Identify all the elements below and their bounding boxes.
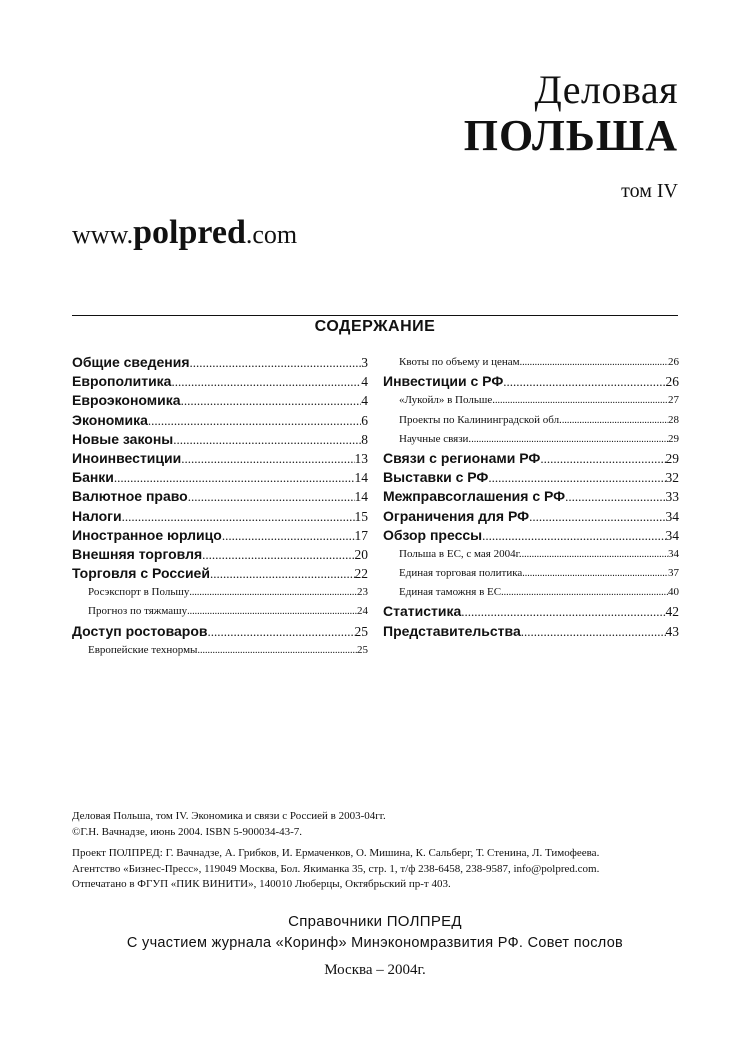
toc-leader-dots (222, 526, 355, 545)
volume-label: том IV (621, 180, 678, 202)
toc-entry[interactable] (383, 353, 679, 372)
toc-entry-page: 33 (665, 489, 679, 505)
toc-entry-label: Квоты по объему и ценам (399, 356, 520, 368)
toc-leader-dots (210, 564, 355, 583)
toc-entry-label: Новые законы (72, 430, 174, 447)
toc-entry[interactable] (72, 468, 368, 487)
toc-leader-dots (522, 545, 668, 564)
toc-entry[interactable] (383, 391, 679, 410)
toc-entry[interactable] (383, 583, 679, 602)
toc-entry-page: 29 (668, 432, 679, 445)
toc-entry-label: Иностранное юрлицо (72, 526, 222, 543)
toc-leader-dots (495, 391, 668, 410)
imprint-line: ©Г.Н. Вачнадзе, июнь 2004. ISBN 5-900034-43-7. (72, 825, 303, 838)
series-title: Справочники ПОЛПРЕД (288, 913, 462, 930)
toc-entry-page: 4 (361, 393, 368, 409)
toc-entry-page: 34 (668, 547, 679, 560)
toc-entry-label: Межправсоглашения с РФ (383, 488, 566, 505)
toc-leader-dots (488, 468, 665, 487)
toc-entry[interactable] (383, 545, 679, 564)
toc-entry-page: 40 (668, 586, 679, 599)
toc-leader-dots (503, 372, 665, 391)
toc-leader-dots (482, 526, 665, 545)
toc-entry-page: 6 (361, 412, 368, 428)
title-line-1: Деловая (534, 67, 678, 112)
toc-entry[interactable] (72, 487, 368, 506)
toc-entry[interactable] (383, 468, 679, 487)
toc-entry[interactable] (383, 372, 679, 391)
toc-entry-label: Инвестиции с РФ (383, 373, 504, 390)
toc-leader-dots (173, 430, 361, 449)
toc-entry-label: Налоги (72, 507, 122, 524)
toc-entry[interactable] (72, 602, 368, 621)
toc-entry-label: Доступ ростоваров (72, 622, 208, 639)
toc-entry[interactable] (72, 449, 368, 468)
toc-entry-page: 25 (354, 623, 368, 639)
toc-leader-dots (189, 583, 357, 602)
toc-entry[interactable] (383, 622, 679, 641)
toc-entry[interactable] (383, 602, 679, 621)
toc-leader-dots (522, 564, 668, 583)
toc-entry-page: 15 (354, 508, 368, 524)
toc-entry[interactable] (72, 564, 368, 583)
toc-leader-dots (540, 449, 665, 468)
toc-entry-page: 37 (668, 567, 679, 580)
toc-entry-label: Банки (72, 469, 114, 486)
title-line-2: ПОЛЬША (463, 111, 678, 160)
toc-entry-label: Проекты по Калининградской обл. (399, 413, 562, 426)
toc-entry-page: 34 (665, 508, 679, 524)
toc-entry-label: Евроэкономика (72, 392, 181, 409)
toc-left-column (72, 353, 368, 660)
toc-entry-page: 26 (665, 374, 679, 390)
toc-entry-label: Польша в ЕС, с мая 2004г. (399, 547, 522, 560)
toc-entry[interactable] (72, 583, 368, 602)
toc-entry-page: 25 (357, 643, 368, 656)
toc-entry-label: Представительства (383, 622, 521, 639)
toc-right-column (383, 353, 679, 641)
toc-entry-page: 42 (665, 604, 679, 620)
toc-entry-page: 24 (357, 605, 368, 618)
imprint-line: Агентство «Бизнес-Пресс», 119049 Москва, Бол. Якиманка 35, стр. 1, т/ф 238-6458, 238-9587, info@polpred.com. (72, 862, 600, 875)
toc-entry-page: 3 (361, 355, 368, 370)
imprint-line: Отпечатано в ФГУП «ПИК ВИНИТИ», 140010 Люберцы, Октябрьский пр-т 403. (72, 878, 451, 890)
toc-leader-dots (181, 391, 362, 410)
toc-entry-page: 8 (361, 431, 368, 447)
toc-entry-label: Единая таможня в ЕС (399, 586, 502, 599)
toc-entry-label: Прогноз по тяжмашу (88, 605, 188, 618)
toc-entry-page: 29 (665, 450, 679, 466)
toc-entry-page: 26 (668, 356, 679, 368)
city-year: Москва – 2004г. (324, 962, 426, 978)
toc-entry[interactable] (72, 526, 368, 545)
toc-entry-page: 13 (354, 450, 368, 466)
toc-entry[interactable] (383, 526, 679, 545)
toc-entry[interactable] (72, 507, 368, 526)
toc-leader-dots (562, 411, 668, 430)
toc-entry-label: «Лукойл» в Польше. (399, 394, 495, 407)
toc-leader-dots (187, 602, 357, 621)
toc-entry-page: 28 (668, 413, 679, 426)
toc-entry-label: Валютное право (72, 488, 188, 505)
toc-leader-dots (207, 622, 354, 641)
toc-entry[interactable] (383, 507, 679, 526)
toc-entry[interactable] (383, 411, 679, 430)
toc-entry-label: Европейские технормы (88, 643, 198, 656)
toc-entry-page: 20 (354, 546, 368, 562)
toc-entry-label: Росэкспорт в Польшу (88, 586, 190, 599)
toc-entry[interactable] (72, 430, 368, 449)
toc-entry[interactable] (72, 411, 368, 430)
toc-entry-label: Единая торговая политика (399, 567, 523, 580)
toc-entry-label: Общие сведения (72, 354, 190, 370)
toc-entry-label: Связи с регионами РФ (383, 449, 541, 466)
toc-entry-page: 4 (361, 374, 368, 390)
toc-entry-page: 14 (354, 489, 368, 505)
toc-entry-page: 27 (668, 394, 679, 407)
toc-entry[interactable] (383, 430, 679, 449)
website-prefix: www. (72, 220, 134, 249)
toc-leader-dots (122, 507, 355, 526)
imprint-line: Деловая Польша, том IV. Экономика и связи с Россией в 2003-04гг. (72, 810, 386, 822)
toc-entry-page: 34 (665, 527, 679, 543)
toc-entry-label: Ограничения для РФ (383, 507, 530, 524)
toc-entry-label: Европолитика (72, 373, 172, 390)
toc-entry[interactable] (72, 545, 368, 564)
partners-line: С участием журнала «Коринф» Минэкономразвития РФ. Совет послов (126, 935, 624, 951)
toc-entry-label: Экономика (72, 411, 148, 428)
toc-leader-dots (114, 468, 355, 487)
toc-leader-dots (188, 487, 355, 506)
imprint-line: Проект ПОЛПРЕД: Г. Вачнадзе, А. Грибков, И. Ермаченков, О. Мишина, К. Сальберг, Т. Стенина, Л. Тимофеева. (72, 847, 600, 859)
toc-entry-label: Иноинвестиции (72, 449, 182, 466)
toc-leader-dots (197, 641, 357, 660)
toc-leader-dots (181, 449, 354, 468)
toc-entry-page: 32 (665, 470, 679, 486)
toc-leader-dots (471, 430, 668, 449)
website-suffix: .com (245, 220, 298, 249)
toc-entry[interactable] (72, 622, 368, 641)
toc-leader-dots (565, 487, 665, 506)
toc-entry-label: Внешняя торговля (72, 545, 203, 562)
website-name: polpred (133, 214, 246, 251)
toc-entry[interactable] (72, 641, 368, 660)
toc-entry-page: 17 (354, 527, 368, 543)
toc-leader-dots (521, 622, 666, 641)
toc-entry-label: Выставки с РФ (383, 469, 489, 486)
toc-leader-dots (529, 507, 665, 526)
toc-entry[interactable] (72, 372, 368, 391)
toc-leader-dots (520, 353, 668, 372)
toc-entry-label: Торговля с Россией (72, 565, 210, 582)
toc-entry-label: Обзор прессы (383, 526, 483, 543)
toc-entry-page: 14 (354, 470, 368, 486)
toc-entry[interactable] (72, 353, 368, 372)
toc-entry[interactable] (383, 564, 679, 583)
toc-entry-label: Статистика (383, 603, 462, 620)
toc-leader-dots (148, 411, 361, 430)
imprint (72, 809, 682, 893)
book-title (464, 68, 678, 160)
toc-entry-page: 23 (357, 586, 368, 599)
toc-leader-dots (501, 583, 668, 602)
toc-entry[interactable] (383, 449, 679, 468)
toc-leader-dots (202, 545, 354, 564)
website-url[interactable] (72, 214, 297, 252)
toc-entry-page: 22 (354, 566, 368, 582)
toc-leader-dots (190, 353, 362, 372)
toc-entry-label: Научные связи. (399, 432, 472, 445)
toc-entry[interactable] (72, 391, 368, 410)
toc-leader-dots (461, 602, 665, 621)
toc-heading: СОДЕРЖАНИЕ (314, 318, 436, 335)
toc-leader-dots (171, 372, 361, 391)
toc-entry-page: 43 (665, 623, 679, 639)
toc-entry[interactable] (383, 487, 679, 506)
divider (72, 315, 678, 316)
